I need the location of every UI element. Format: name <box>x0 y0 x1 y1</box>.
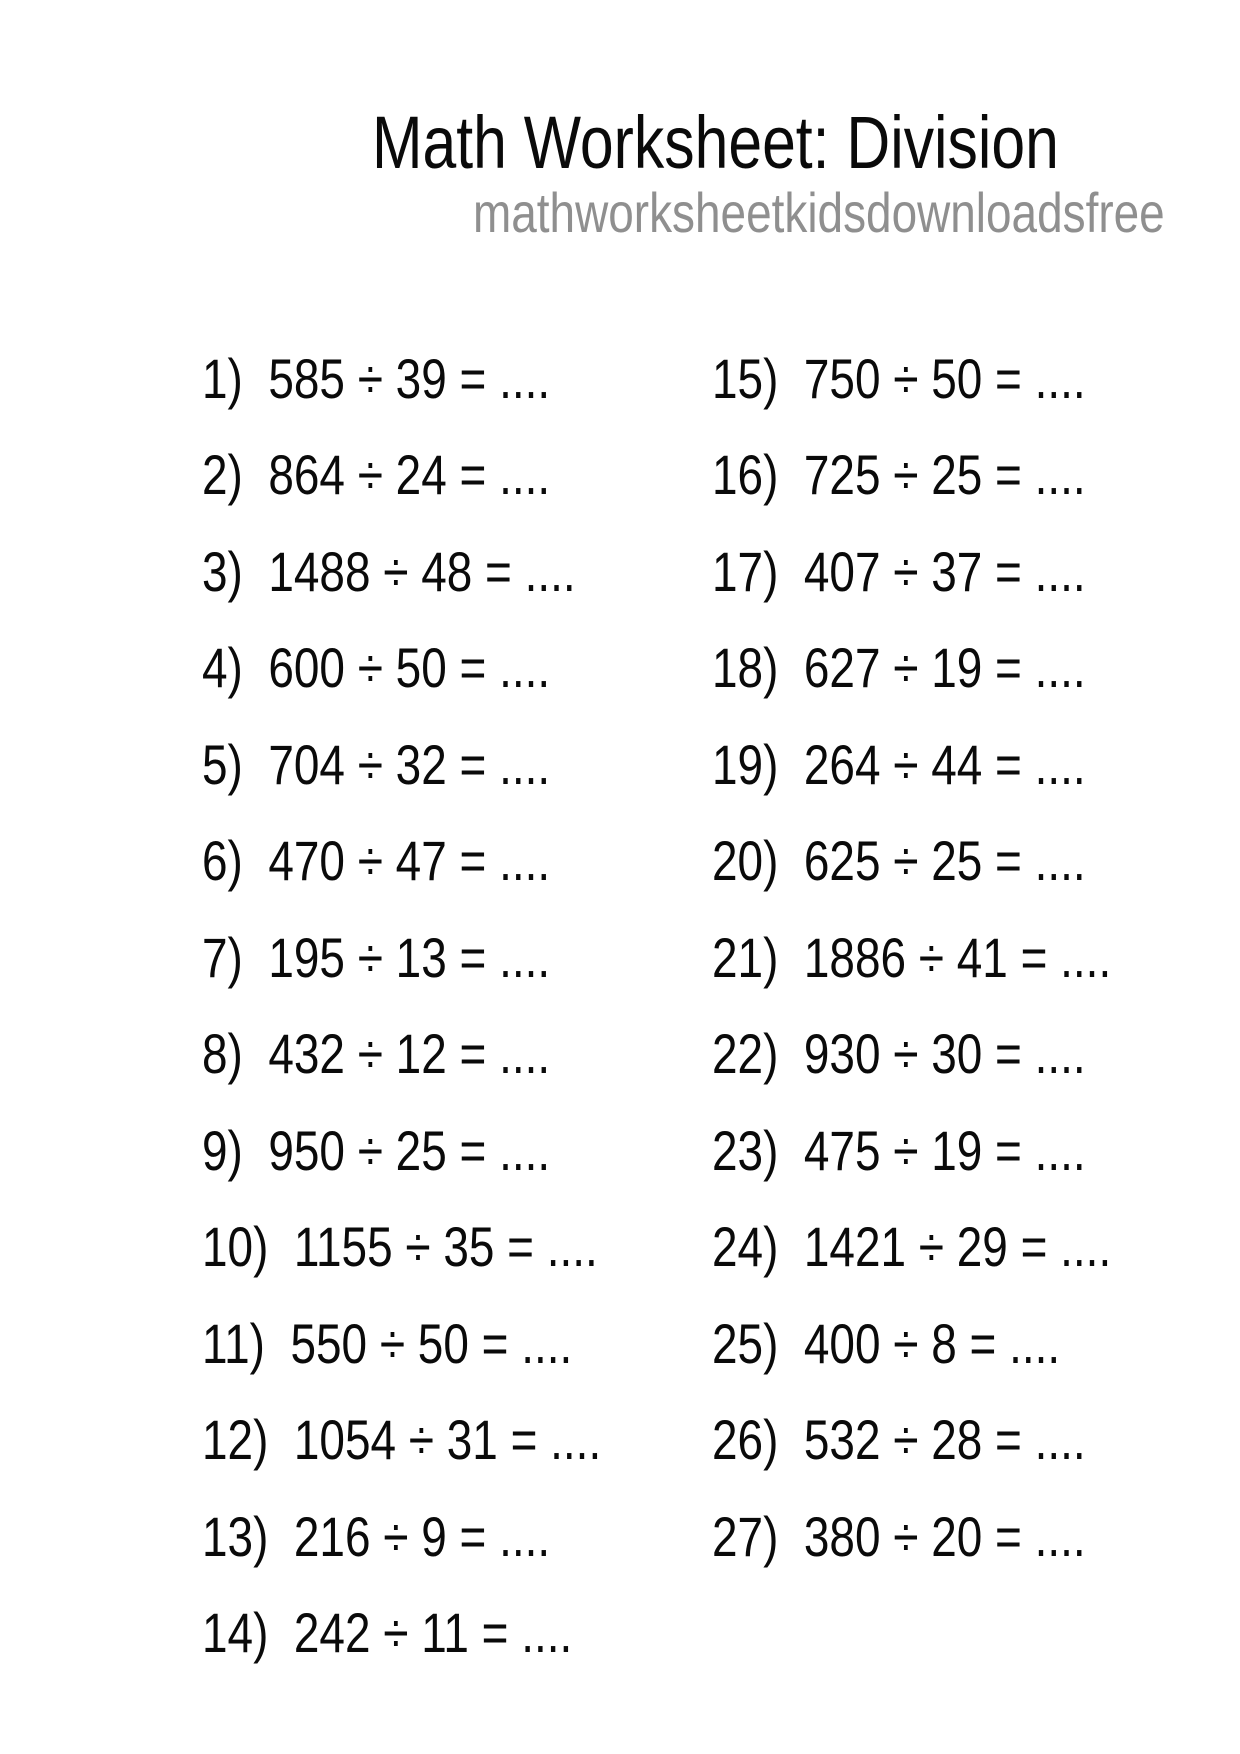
problem-row: 16) 725 ÷ 25 = .... <box>712 443 1086 507</box>
problem-row: 4) 600 ÷ 50 = .... <box>202 636 551 700</box>
problem-row: 10) 1155 ÷ 35 = .... <box>202 1215 598 1279</box>
problems-column-right <box>712 330 1111 1585</box>
problem-row: 17) 407 ÷ 37 = .... <box>712 539 1086 603</box>
problem-row: 23) 475 ÷ 19 = .... <box>712 1118 1086 1182</box>
page-title: Math Worksheet: Division <box>372 101 1059 184</box>
problem-row: 7) 195 ÷ 13 = .... <box>202 925 551 989</box>
problem-row: 14) 242 ÷ 11 = .... <box>202 1601 573 1665</box>
problem-row: 9) 950 ÷ 25 = .... <box>202 1118 551 1182</box>
problem-row: 22) 930 ÷ 30 = .... <box>712 1022 1086 1086</box>
problem-row: 19) 264 ÷ 44 = .... <box>712 732 1086 796</box>
problem-row: 3) 1488 ÷ 48 = .... <box>202 539 576 603</box>
problem-row: 11) 550 ÷ 50 = .... <box>202 1311 573 1375</box>
problem-row: 24) 1421 ÷ 29 = .... <box>712 1215 1112 1279</box>
problem-row: 13) 216 ÷ 9 = .... <box>202 1504 551 1568</box>
watermark-text: mathworksheetkidsdownloadsfree <box>473 181 1165 244</box>
problem-row: 15) 750 ÷ 50 = .... <box>712 346 1086 410</box>
problem-row: 21) 1886 ÷ 41 = .... <box>712 925 1112 989</box>
problem-row: 2) 864 ÷ 24 = .... <box>202 443 551 507</box>
problems-column-left <box>202 330 601 1681</box>
problem-row: 20) 625 ÷ 25 = .... <box>712 829 1086 893</box>
problem-row: 18) 627 ÷ 19 = .... <box>712 636 1086 700</box>
problem-row: 12) 1054 ÷ 31 = .... <box>202 1408 602 1472</box>
problem-row: 26) 532 ÷ 28 = .... <box>712 1408 1086 1472</box>
problem-row: 25) 400 ÷ 8 = .... <box>712 1311 1061 1375</box>
problem-row: 8) 432 ÷ 12 = .... <box>202 1022 551 1086</box>
problem-row: 5) 704 ÷ 32 = .... <box>202 732 551 796</box>
problem-row: 27) 380 ÷ 20 = .... <box>712 1504 1086 1568</box>
problem-row: 6) 470 ÷ 47 = .... <box>202 829 551 893</box>
problem-row: 1) 585 ÷ 39 = .... <box>202 346 551 410</box>
